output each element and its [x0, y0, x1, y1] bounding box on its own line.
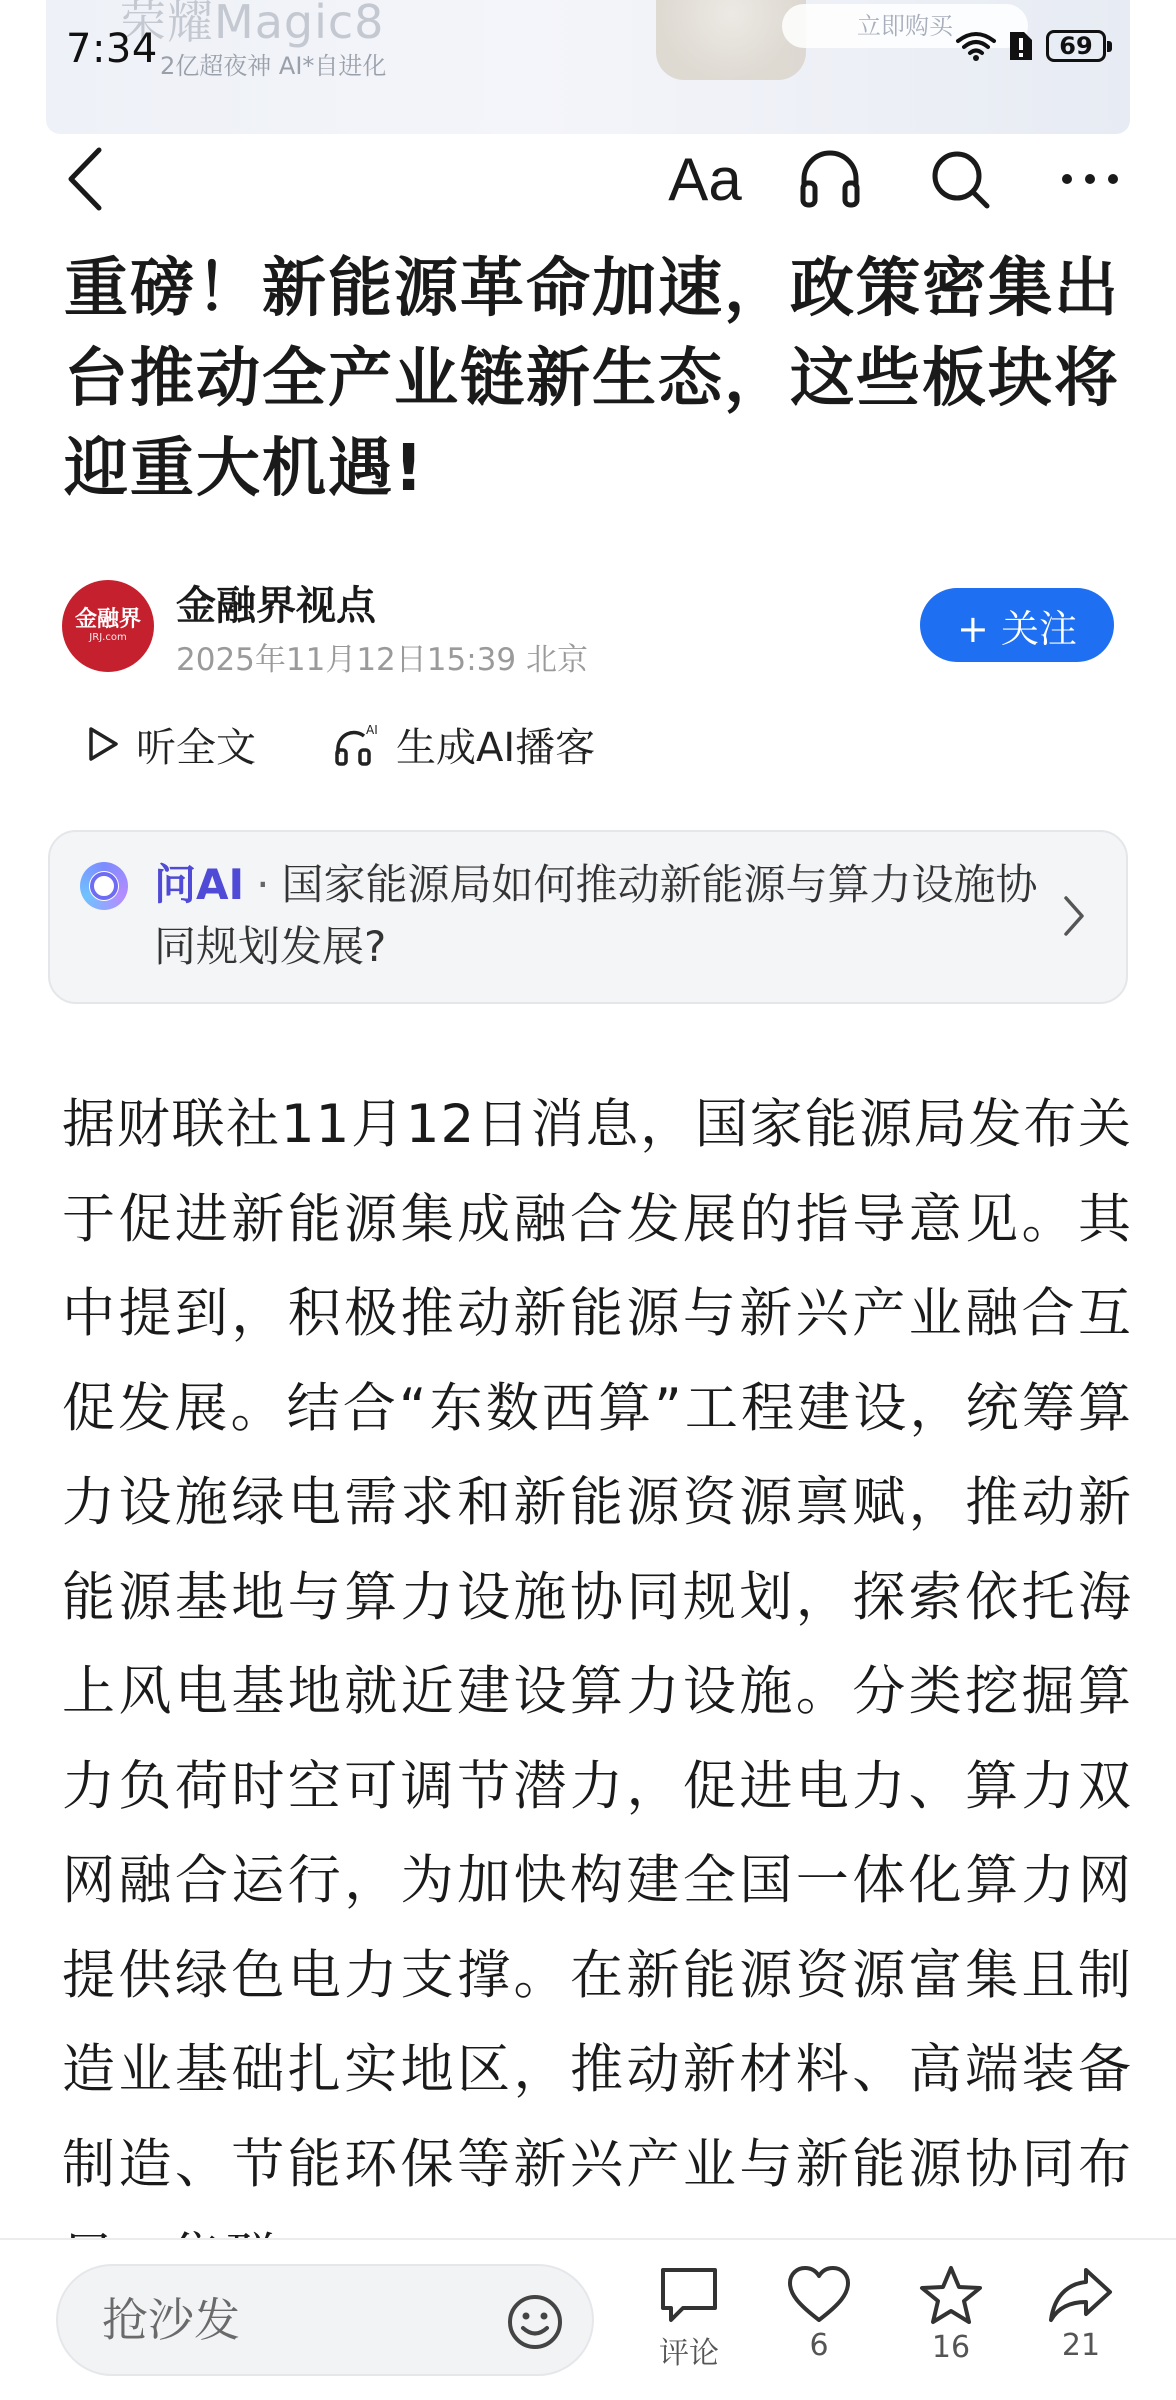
emoji-icon[interactable]	[506, 2293, 564, 2351]
more-button[interactable]	[1050, 134, 1130, 224]
star-icon	[918, 2264, 984, 2328]
headphones-icon	[799, 149, 861, 209]
bottom-action-bar	[0, 2238, 1176, 2400]
avatar-logo-text: 金融界	[74, 607, 141, 632]
comment-label: 评论	[659, 2336, 719, 2371]
ad-brand: 荣耀Magic8	[120, 0, 385, 49]
avatar-logo-subtext: JRJ.com	[89, 632, 127, 643]
follow-button[interactable]: + 关注	[920, 588, 1114, 662]
status-icons	[956, 30, 1106, 62]
ad-product-image	[656, 0, 806, 80]
article-body: 据财联社11月12日消息，国家能源局发布关于促进新能源集成融合发展的指导意见。其中提到，积极推动新能源与新兴产业融合互促发展。结合“东数西算”工程建设，统筹算力设施绿电需求和新能源资源禀赋，推动新能源基地与算力设施协同规划，探索依托海上风电基地就近建设算力设施。分类挖掘算力负荷时空可调节潜力，促进电力、算力双网融合运行，为加快构建全国一体化算力网提供绿色电力支撑。在新能源资源富集且制造业基础扎实地区，推动新材料、高端装备制造、节能环保等新兴产业与新能源协同布	[62, 1094, 1132, 2195]
ask-ai-question: 国家能源局如何推动新能源与算力设施协同规划发展?	[154, 860, 1038, 971]
publish-meta: 2025年11月12日15:39 北京	[176, 642, 588, 678]
wifi-icon	[956, 30, 996, 62]
ask-ai-text	[154, 854, 1054, 978]
ad-tagline: 2亿超夜神 AI*自进化	[160, 52, 387, 80]
ad-buy-button[interactable]: 立即购买	[782, 4, 1028, 48]
ai-podcast-icon	[334, 722, 380, 766]
share-count: 21	[1061, 2328, 1101, 2363]
back-button[interactable]	[50, 134, 120, 224]
listen-button[interactable]	[790, 134, 870, 224]
article-toolbar	[0, 134, 1176, 224]
comment-icon	[657, 2264, 721, 2326]
search-button[interactable]	[920, 134, 1000, 224]
font-size-button[interactable]: Aa	[668, 145, 742, 213]
ai-podcast-label: 生成AI播客	[396, 724, 596, 771]
battery-indicator: 69	[1046, 30, 1106, 62]
svg-text:AI: AI	[366, 723, 378, 737]
ad-banner[interactable]	[46, 0, 1130, 134]
status-time: 7:34	[66, 26, 158, 72]
back-arrow-icon	[65, 146, 105, 212]
favorite-action[interactable]	[896, 2264, 1006, 2365]
listen-row	[86, 712, 595, 776]
ai-podcast-button[interactable]	[334, 716, 595, 773]
play-icon	[86, 725, 120, 763]
comment-placeholder: 抢沙发	[102, 2293, 240, 2347]
ai-logo-icon	[80, 862, 128, 910]
share-action[interactable]	[1026, 2264, 1136, 2363]
search-icon	[929, 148, 991, 210]
sim-alert-icon	[1008, 30, 1034, 62]
like-action[interactable]	[764, 2264, 874, 2363]
favorite-count: 16	[931, 2330, 971, 2365]
author-name[interactable]: 金融界视点	[176, 583, 376, 629]
comment-action[interactable]	[634, 2264, 744, 2372]
author-avatar[interactable]	[62, 580, 154, 672]
chevron-right-icon	[1062, 894, 1086, 938]
ask-ai-separator: ·	[256, 860, 270, 909]
ask-ai-card[interactable]	[48, 830, 1128, 1004]
heart-icon	[786, 2264, 852, 2326]
share-icon	[1046, 2264, 1116, 2326]
more-icon	[1060, 172, 1120, 186]
listen-full-button[interactable]	[86, 716, 256, 773]
like-count: 6	[809, 2328, 829, 2363]
ask-ai-label: 问AI	[154, 860, 245, 909]
article-title: 重磅！新能源革命加速，政策密集出台推动全产业链新生态，这些板块将迎重大机遇!	[64, 252, 1120, 506]
comment-input[interactable]	[56, 2264, 594, 2376]
listen-full-label: 听全文	[136, 724, 256, 771]
